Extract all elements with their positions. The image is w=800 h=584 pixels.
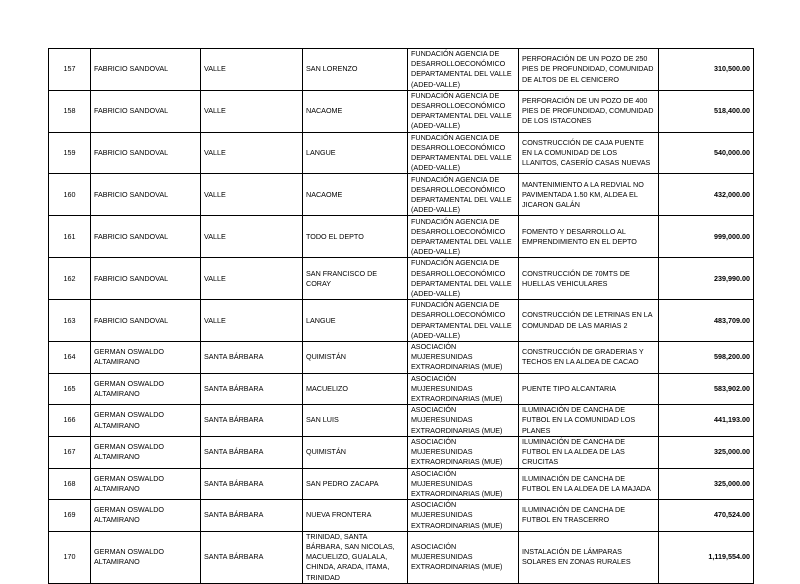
department-cell: SANTA BÁRBARA bbox=[201, 531, 303, 583]
municipality-cell: TODO EL DEPTO bbox=[303, 216, 408, 258]
organization-cell: FUNDACIÓN AGENCIA DE DESARROLLOECONÓMICO DEPARTAMENTAL DEL VALLE (ADED-VALLE) bbox=[408, 90, 519, 132]
project-description-cell: CONSTRUCCIÓN DE LETRINAS EN LA COMUNDAD DE LAS MARIAS 2 bbox=[519, 300, 659, 342]
table-row bbox=[49, 405, 754, 437]
municipality-cell: SAN LORENZO bbox=[303, 49, 408, 91]
amount-cell: 470,524.00 bbox=[659, 500, 754, 532]
representative-name-cell: FABRICIO SANDOVAL bbox=[91, 174, 201, 216]
row-number-cell: 169 bbox=[49, 500, 91, 532]
department-cell: VALLE bbox=[201, 174, 303, 216]
project-description-cell: FOMENTO Y DESARROLLO AL EMPRENDIMIENTO EN EL DEPTO bbox=[519, 216, 659, 258]
project-description-cell: INSTALACIÓN DE LÁMPARAS SOLARES EN ZONAS RURALES bbox=[519, 531, 659, 583]
row-number-cell: 161 bbox=[49, 216, 91, 258]
project-description-cell: PERFORACIÓN DE UN POZO DE 250 PIES DE PROFUNDIDAD, COMUNIDAD DE ALTOS DE EL CENICERO bbox=[519, 49, 659, 91]
row-number-cell: 160 bbox=[49, 174, 91, 216]
amount-cell: 325,000.00 bbox=[659, 436, 754, 468]
representative-name-cell: GERMAN OSWALDO ALTAMIRANO bbox=[91, 531, 201, 583]
representative-name-cell: FABRICIO SANDOVAL bbox=[91, 216, 201, 258]
department-cell: SANTA BÁRBARA bbox=[201, 342, 303, 374]
organization-cell: ASOCIACIÓN MUJERESUNIDAS EXTRAORDINARIAS (MUE) bbox=[408, 468, 519, 500]
table-row bbox=[49, 174, 754, 216]
department-cell: VALLE bbox=[201, 49, 303, 91]
municipality-cell: SAN PEDRO ZACAPA bbox=[303, 468, 408, 500]
table-row bbox=[49, 500, 754, 532]
department-cell: VALLE bbox=[201, 216, 303, 258]
project-description-cell: CONSTRUCCIÓN DE CAJA PUENTE EN LA COMUNIDAD DE LOS LLANITOS, CASERÍO CASAS NUEVAS bbox=[519, 132, 659, 174]
table-row bbox=[49, 342, 754, 374]
table-body bbox=[49, 49, 754, 584]
amount-cell: 598,200.00 bbox=[659, 342, 754, 374]
representative-name-cell: FABRICIO SANDOVAL bbox=[91, 132, 201, 174]
representative-name-cell: GERMAN OSWALDO ALTAMIRANO bbox=[91, 436, 201, 468]
amount-cell: 583,902.00 bbox=[659, 373, 754, 405]
representative-name-cell: FABRICIO SANDOVAL bbox=[91, 258, 201, 300]
project-description-cell: MANTENIMIENTO A LA REDVIAL NO PAVIMENTADA 1.50 KM, ALDEA EL JICARON GALÁN bbox=[519, 174, 659, 216]
project-description-cell: PUENTE TIPO ALCANTARIA bbox=[519, 373, 659, 405]
table-row bbox=[49, 258, 754, 300]
row-number-cell: 165 bbox=[49, 373, 91, 405]
amount-cell: 999,000.00 bbox=[659, 216, 754, 258]
project-description-cell: CONSTRUCCIÓN DE GRADERIAS Y TECHOS EN LA ALDEA DE CACAO bbox=[519, 342, 659, 374]
department-cell: VALLE bbox=[201, 132, 303, 174]
table-row bbox=[49, 216, 754, 258]
organization-cell: FUNDACIÓN AGENCIA DE DESARROLLOECONÓMICO DEPARTAMENTAL DEL VALLE (ADED-VALLE) bbox=[408, 216, 519, 258]
row-number-cell: 158 bbox=[49, 90, 91, 132]
amount-cell: 540,000.00 bbox=[659, 132, 754, 174]
table-row bbox=[49, 132, 754, 174]
row-number-cell: 163 bbox=[49, 300, 91, 342]
representative-name-cell: GERMAN OSWALDO ALTAMIRANO bbox=[91, 468, 201, 500]
department-cell: SANTA BÁRBARA bbox=[201, 405, 303, 437]
municipality-cell: LANGUE bbox=[303, 300, 408, 342]
representative-name-cell: GERMAN OSWALDO ALTAMIRANO bbox=[91, 405, 201, 437]
row-number-cell: 166 bbox=[49, 405, 91, 437]
municipality-cell: NUEVA FRONTERA bbox=[303, 500, 408, 532]
row-number-cell: 159 bbox=[49, 132, 91, 174]
municipality-cell: SAN LUIS bbox=[303, 405, 408, 437]
representative-name-cell: FABRICIO SANDOVAL bbox=[91, 300, 201, 342]
row-number-cell: 168 bbox=[49, 468, 91, 500]
amount-cell: 310,500.00 bbox=[659, 49, 754, 91]
organization-cell: FUNDACIÓN AGENCIA DE DESARROLLOECONÓMICO DEPARTAMENTAL DEL VALLE (ADED-VALLE) bbox=[408, 174, 519, 216]
project-description-cell: ILUMINACIÓN DE CANCHA DE FUTBOL EN LA COMUNIDAD LOS PLANES bbox=[519, 405, 659, 437]
municipality-cell: NACAOME bbox=[303, 174, 408, 216]
table-row bbox=[49, 436, 754, 468]
representative-name-cell: GERMAN OSWALDO ALTAMIRANO bbox=[91, 342, 201, 374]
organization-cell: ASOCIACIÓN MUJERESUNIDAS EXTRAORDINARIAS (MUE) bbox=[408, 342, 519, 374]
grants-table bbox=[48, 48, 754, 584]
department-cell: VALLE bbox=[201, 258, 303, 300]
municipality-cell: LANGUE bbox=[303, 132, 408, 174]
municipality-cell: QUIMISTÁN bbox=[303, 436, 408, 468]
amount-cell: 483,709.00 bbox=[659, 300, 754, 342]
table-row bbox=[49, 49, 754, 91]
amount-cell: 432,000.00 bbox=[659, 174, 754, 216]
department-cell: SANTA BÁRBARA bbox=[201, 436, 303, 468]
representative-name-cell: GERMAN OSWALDO ALTAMIRANO bbox=[91, 500, 201, 532]
organization-cell: FUNDACIÓN AGENCIA DE DESARROLLOECONÓMICO DEPARTAMENTAL DEL VALLE (ADED-VALLE) bbox=[408, 258, 519, 300]
department-cell: SANTA BÁRBARA bbox=[201, 373, 303, 405]
amount-cell: 1,119,554.00 bbox=[659, 531, 754, 583]
table-row bbox=[49, 90, 754, 132]
row-number-cell: 167 bbox=[49, 436, 91, 468]
row-number-cell: 164 bbox=[49, 342, 91, 374]
municipality-cell: SAN FRANCISCO DE CORAY bbox=[303, 258, 408, 300]
municipality-cell: QUIMISTÁN bbox=[303, 342, 408, 374]
amount-cell: 325,000.00 bbox=[659, 468, 754, 500]
organization-cell: ASOCIACIÓN MUJERESUNIDAS EXTRAORDINARIAS (MUE) bbox=[408, 436, 519, 468]
organization-cell: ASOCIACIÓN MUJERESUNIDAS EXTRAORDINARIAS (MUE) bbox=[408, 405, 519, 437]
department-cell: SANTA BÁRBARA bbox=[201, 468, 303, 500]
project-description-cell: CONSTRUCCIÓN DE 70MTS DE HUELLAS VEHICULARES bbox=[519, 258, 659, 300]
project-description-cell: ILUMINACIÓN DE CANCHA DE FUTBOL EN LA ALDEA DE LA MAJADA bbox=[519, 468, 659, 500]
project-description-cell: ILUMINACIÓN DE CANCHA DE FUTBOL EN LA ALDEA DE LAS CRUCITAS bbox=[519, 436, 659, 468]
organization-cell: FUNDACIÓN AGENCIA DE DESARROLLOECONÓMICO DEPARTAMENTAL DEL VALLE (ADED-VALLE) bbox=[408, 132, 519, 174]
project-description-cell: ILUMINACIÓN DE CANCHA DE FUTBOL EN TRASCERRO bbox=[519, 500, 659, 532]
department-cell: VALLE bbox=[201, 90, 303, 132]
organization-cell: ASOCIACIÓN MUJERESUNIDAS EXTRAORDINARIAS (MUE) bbox=[408, 500, 519, 532]
amount-cell: 441,193.00 bbox=[659, 405, 754, 437]
municipality-cell: MACUELIZO bbox=[303, 373, 408, 405]
organization-cell: FUNDACIÓN AGENCIA DE DESARROLLOECONÓMICO DEPARTAMENTAL DEL VALLE (ADED-VALLE) bbox=[408, 300, 519, 342]
row-number-cell: 170 bbox=[49, 531, 91, 583]
organization-cell: FUNDACIÓN AGENCIA DE DESARROLLOECONÓMICO DEPARTAMENTAL DEL VALLE (ADED-VALLE) bbox=[408, 49, 519, 91]
amount-cell: 239,990.00 bbox=[659, 258, 754, 300]
representative-name-cell: FABRICIO SANDOVAL bbox=[91, 49, 201, 91]
table-row bbox=[49, 300, 754, 342]
table-row bbox=[49, 468, 754, 500]
table-row bbox=[49, 373, 754, 405]
table-row bbox=[49, 531, 754, 583]
row-number-cell: 162 bbox=[49, 258, 91, 300]
project-description-cell: PERFORACIÓN DE UN POZO DE 400 PIES DE PROFUNDIDAD, COMUNIDAD DE LOS ISTACONES bbox=[519, 90, 659, 132]
representative-name-cell: GERMAN OSWALDO ALTAMIRANO bbox=[91, 373, 201, 405]
amount-cell: 518,400.00 bbox=[659, 90, 754, 132]
representative-name-cell: FABRICIO SANDOVAL bbox=[91, 90, 201, 132]
municipality-cell: TRINIDAD, SANTA BÁRBARA, SAN NICOLAS, MACUELIZO, GUALALA, CHINDA, ARADA, ITAMA, TRINIDAD bbox=[303, 531, 408, 583]
organization-cell: ASOCIACIÓN MUJERESUNIDAS EXTRAORDINARIAS (MUE) bbox=[408, 373, 519, 405]
organization-cell: ASOCIACIÓN MUJERESUNIDAS EXTRAORDINARIAS (MUE) bbox=[408, 531, 519, 583]
row-number-cell: 157 bbox=[49, 49, 91, 91]
department-cell: VALLE bbox=[201, 300, 303, 342]
municipality-cell: NACAOME bbox=[303, 90, 408, 132]
department-cell: SANTA BÁRBARA bbox=[201, 500, 303, 532]
